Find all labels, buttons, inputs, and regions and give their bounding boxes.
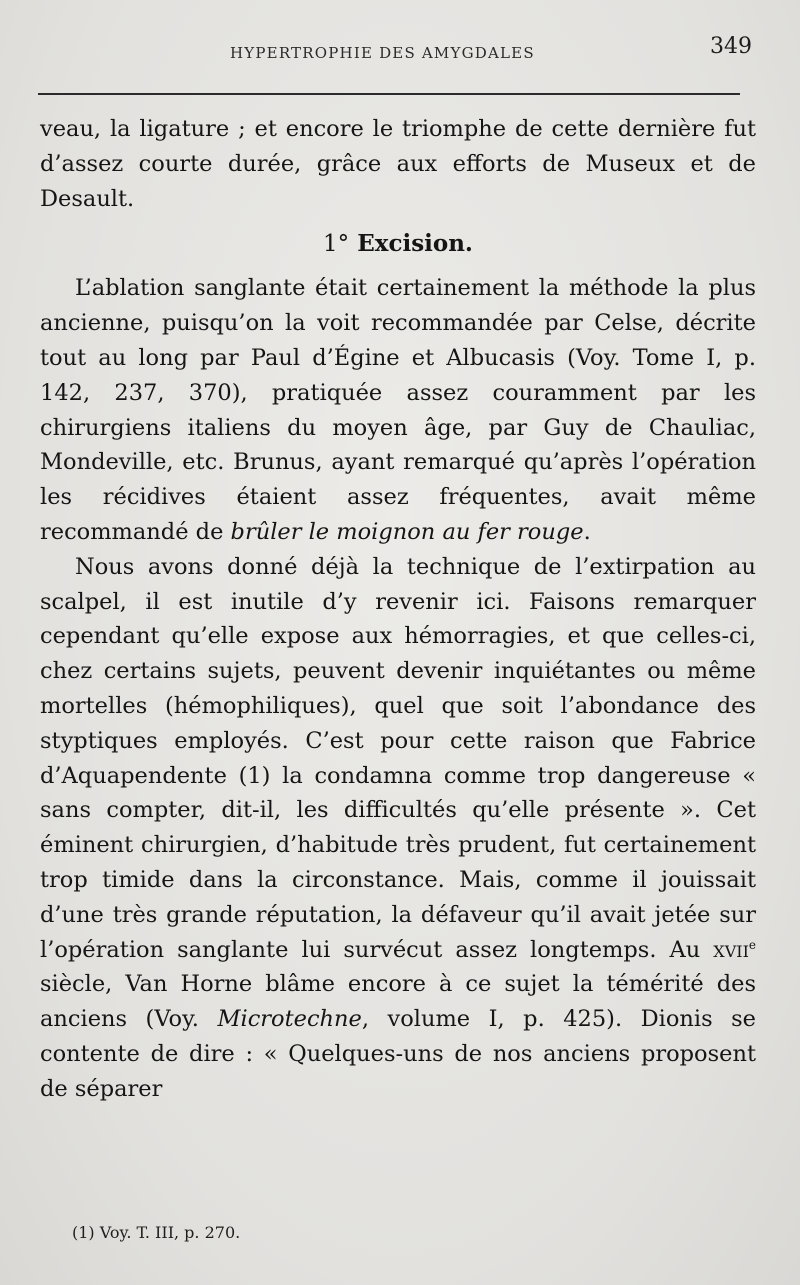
paragraph-text: L’ablation sanglante était certainement la méthode la plus ancienne, puisqu’on la voit recommandée par Celse, décrite tout au long par Paul d’Égine et Albucasis (Voy. Tome I, p. 142, 237, 370), pratiquée assez couramment par les chirurgiens italiens du moyen âge, par Guy de Chauliac, Mondeville, etc. Brunus, ayant remarqué qu’après l’opération les récidives étaient assez fréquentes, avait même recommandé de xyxy=(40,275,756,545)
paragraph-text-2: siècle, Van Horne blâme encore à ce sujet la témérité des anciens (Voy. xyxy=(40,971,756,1033)
body-text xyxy=(40,112,756,1107)
header-rule xyxy=(38,93,740,95)
italic-title: Microtechne xyxy=(217,1006,362,1033)
paragraph-text-end: . xyxy=(583,518,591,545)
paragraph-excision xyxy=(40,271,756,549)
paragraph-text-3: , volume I, p. 425). Dionis se contente de dire : « Quelques-uns de nos anciens proposent de séparer xyxy=(40,1006,756,1102)
page-number: 349 xyxy=(710,34,752,59)
section-title: Excision. xyxy=(357,230,473,258)
running-title: HYPERTROPHIE DES AMYGDALES xyxy=(230,44,535,62)
paragraph-text: Nous avons donné déjà la technique de l’extirpation au scalpel, il est inutile d’y revenir ici. Faisons remarquer cependant qu’elle expose aux hémorragies, et que celles-ci, chez certains sujets, peuvent devenir inquiétantes ou même mortelles (hémophiliques), quel que soit l’abondance des styptiques employés. C’est pour cette raison que Fabrice d’Aquapendente (1) la condamna comme trop dangereuse « sans compter, dit-il, les difficultés qu’elle présente ». Cet éminent chirurgien, d’habitude très prudent, fut certainement trop timide dans la circonstance. Mais, comme il jouissait d’une très grande réputation, la défaveur qu’il avait jetée sur l’opération sanglante lui survécut assez longtemps. Au xyxy=(40,553,756,963)
footnote: (1) Voy. T. III, p. 270. xyxy=(72,1223,241,1242)
century-numeral xyxy=(713,937,749,963)
paragraph-scalpel xyxy=(40,550,756,1107)
section-number: 1° xyxy=(323,231,350,258)
century-superscript: e xyxy=(748,937,756,952)
century-numeral-text: xvii xyxy=(713,936,749,963)
paragraph-continuation: veau, la ligature ; et encore le triomphe de cette dernière fut d’assez courte durée, grâce aux efforts de Museux et de Desault. xyxy=(40,116,756,212)
italic-phrase: brûler le moignon au fer rouge xyxy=(230,518,584,545)
section-heading xyxy=(40,227,756,261)
